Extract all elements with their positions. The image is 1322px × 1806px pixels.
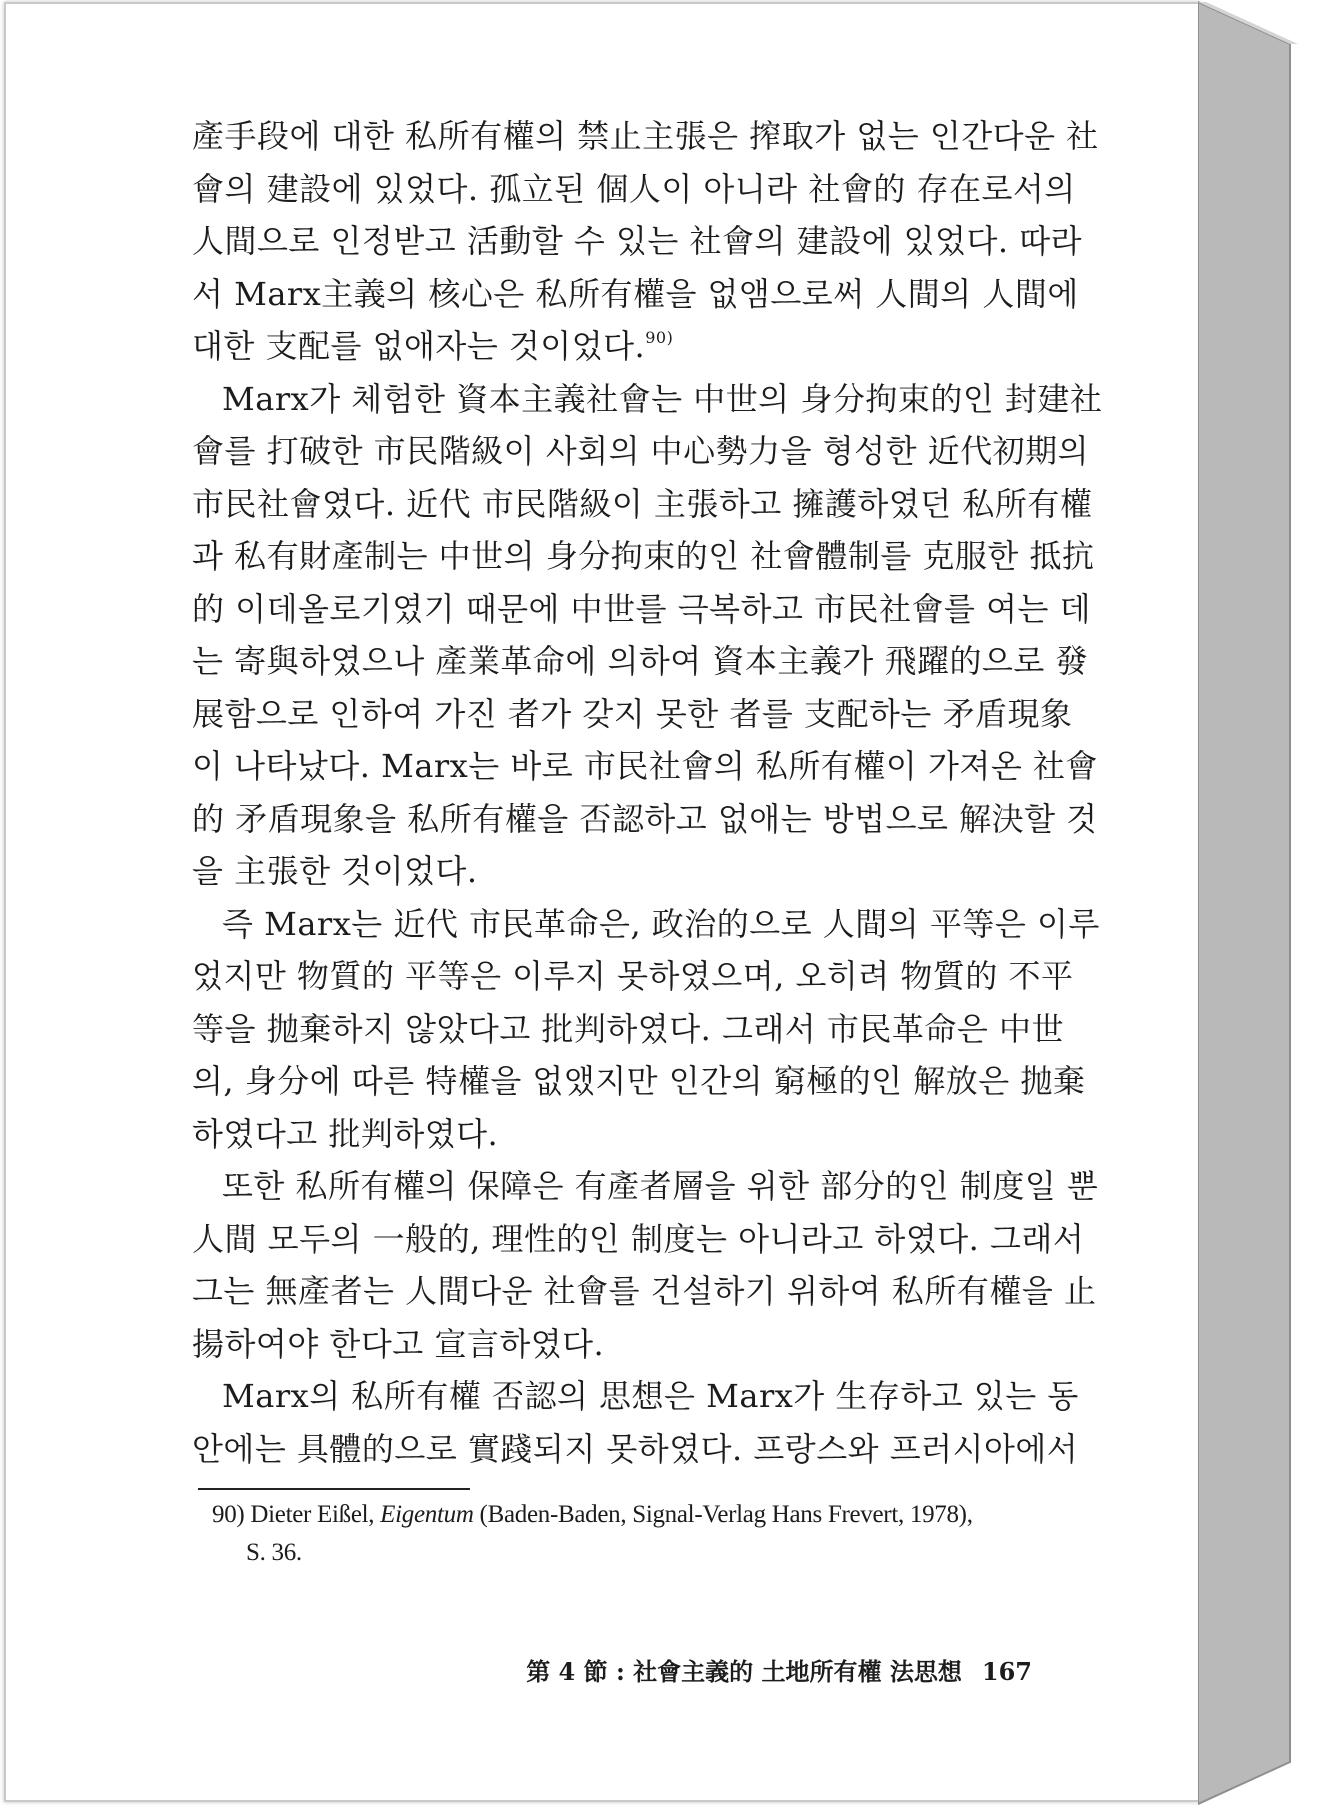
text-line: 揚하여야 한다고 宣言하였다. (192, 1324, 605, 1363)
footnote-author: Dieter Eißel, (250, 1501, 375, 1528)
text-line: 과 私有財產制는 中世의 身分拘束的인 社會體制를 克服한 抵抗 (192, 537, 1095, 575)
text-line: 하였다고 批判하였다. (192, 1114, 499, 1153)
text-line: 그는 無產者는 人間다운 社會를 건설하기 위하여 私所有權을 止 (192, 1272, 1097, 1310)
text-line: Marx가 체험한 資本主義社會는 中世의 身分拘束的인 封建社 (222, 379, 1103, 418)
footnote-number: 90) (212, 1501, 245, 1528)
text-line: 會를 打破한 市民階級이 사회의 中心勢力을 형성한 近代初期의 (192, 432, 1090, 470)
text-line: Marx의 私所有權 否認의 思想은 Marx가 生存하고 있는 동 (222, 1377, 1079, 1415)
text-line: 人間으로 인정받고 活動할 수 있는 社會의 建設에 있었다. 따라 (192, 222, 1083, 260)
footnote-reference: 90) (645, 328, 674, 347)
footnote (212, 1496, 1072, 1572)
section-title: 第 4 節 : 社會主義的 土地所有權 法思想 (526, 1657, 962, 1686)
text-line: 즉 Marx는 近代 市民革命은, 政治的으로 人間의 平等은 이루 (222, 904, 1100, 943)
text-line-content: 대한 支配를 없애자는 것이었다. (192, 327, 646, 365)
body-text (192, 110, 1103, 1475)
text-line: 서 Marx主義의 核心은 私所有權을 없앰으로써 人間의 人間에 (192, 274, 1079, 313)
text-line: 의, 身分에 따른 特權을 없앴지만 인간의 窮極的인 解放은 抛棄 (192, 1062, 1086, 1100)
text-line: 等을 抛棄하지 않았다고 批判하였다. 그래서 市民革命은 中世 (192, 1009, 1064, 1048)
text-line: 產手段에 대한 私所有權의 禁止主張은 搾取가 없는 인간다운 社 (192, 117, 1099, 155)
footnote-line (212, 1496, 1072, 1534)
text-line: 안에는 具體的으로 實踐되지 못하였다. 프랑스와 프러시아에서 (192, 1429, 1079, 1468)
text-line (192, 320, 1052, 373)
footnote-title: Eigentum (380, 1501, 474, 1528)
footnote-publisher: (Baden-Baden, Signal-Verlag Hans Frevert, 1978), (479, 1501, 973, 1528)
text-line: 또한 私所有權의 保障은 有產者層을 위한 部分的인 制度일 뿐 (222, 1167, 1099, 1205)
text-line: 을 主張한 것이었다. (192, 852, 478, 890)
text-line: 었지만 物質的 平等은 이루지 못하였으며, 오히려 物質的 不平 (192, 957, 1074, 995)
running-footer (526, 1652, 1032, 1687)
text-line: 展함으로 인하여 가진 者가 갖지 못한 者를 支配하는 矛盾現象 (192, 694, 1073, 733)
text-line: 人間 모두의 一般的, 理性的인 制度는 아니라고 하였다. 그래서 (192, 1219, 1085, 1258)
text-line: 市民社會였다. 近代 市民階級이 主張하고 擁護하였던 私所有權 (192, 484, 1093, 523)
page-number: 167 (981, 1657, 1032, 1686)
text-line: 的 이데올로기였기 때문에 中世를 극복하고 市民社會를 여는 데 (192, 589, 1092, 628)
footnote-pages: S. 36. (246, 1539, 302, 1566)
text-line: 會의 建設에 있었다. 孤立된 個人이 아니라 社會的 存在로서의 (192, 169, 1076, 208)
text-line: 이 나타났다. Marx는 바로 市民社會의 私所有權이 가져온 社會 (192, 747, 1098, 785)
text-line: 는 寄與하였으나 產業革命에 의하여 資本主義가 飛躍的으로 發 (192, 642, 1088, 680)
footnote-divider (198, 1488, 470, 1490)
text-line: 的 矛盾現象을 私所有權을 否認하고 없애는 방법으로 解決할 것 (192, 799, 1098, 838)
book-page-edge (1198, 0, 1322, 1806)
